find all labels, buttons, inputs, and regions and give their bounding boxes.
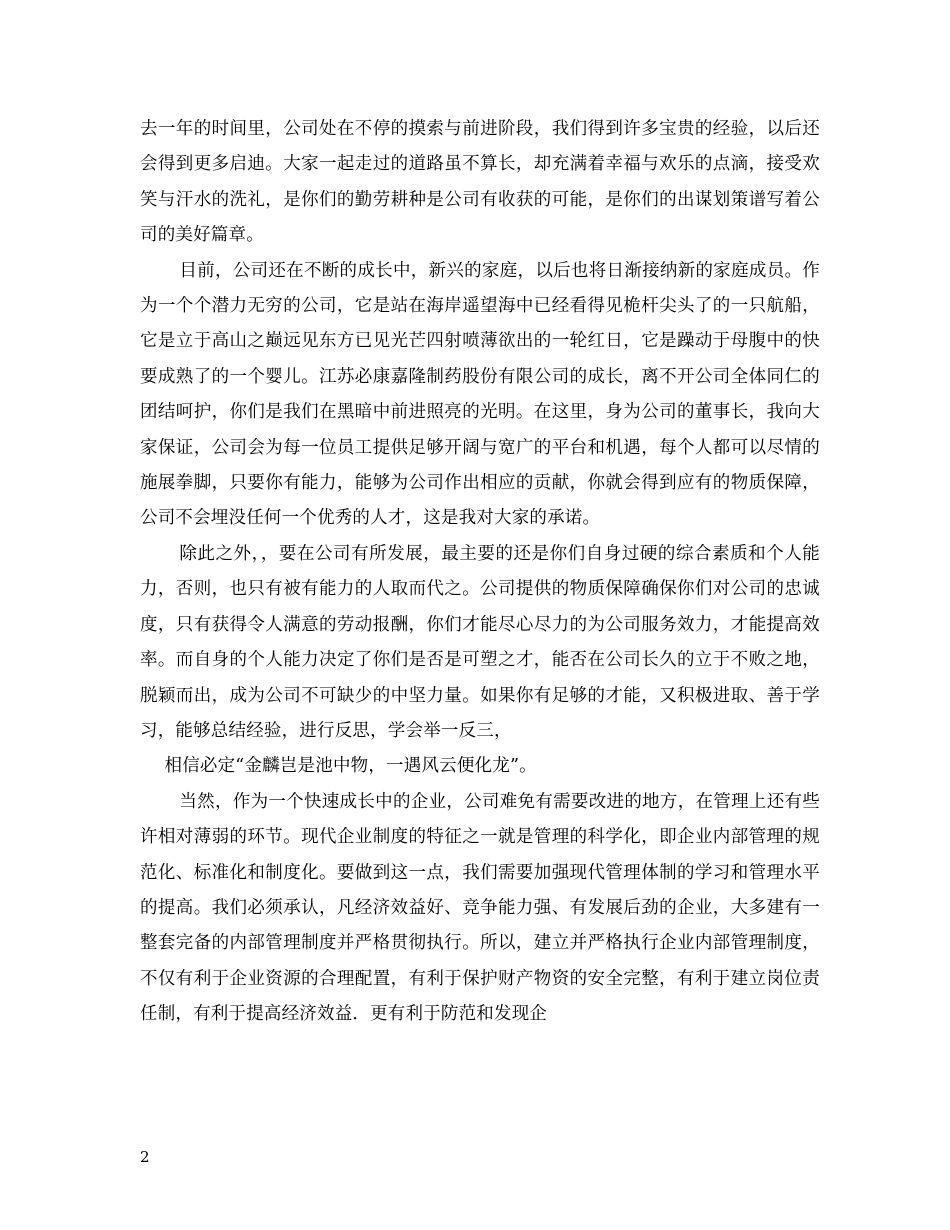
paragraph-1: 去一年的时间里，公司处在不停的摸索与前进阶段，我们得到许多宝贵的经验，以后还会得到更多启迪。大家一起走过的道路虽不算长，却充满着幸福与欢乐的点滴，接受欢笑与汗水的洗礼，是你们的勤劳耕种是公司有收获的可能，是你们的出谋划策谱写着公司的美好篇章。	[140, 119, 820, 246]
paragraph-5: 当然，作为一个快速成长中的企业，公司难免有需要改进的地方，在管理上还有些许相对薄弱的环节。现代企业制度的特征之一就是管理的科学化，即企业内部管理的规范化、标准化和制度化。要做到这一点，我们需要加强现代管理体制的学习和管理水平的提高。我们必须承认，凡经济效益好、竞争能力强、有发展后劲的企业，大多建有一整套完备的内部管理制度并严格贯彻执行。所以，建立并严格执行企业内部管理制度，不仅有利于企业资源的合理配置，有利于保护财产物资的安全完整，有利于建立岗位责任制，有利于提高经济效益．更有利于防范和发现企	[140, 791, 820, 1025]
paragraph-3: 除此之外，，要在公司有所发展，最主要的还是你们自身过硬的综合素质和个人能力，否则，也只有被有能力的人取而代之。公司提供的物质保障确保你们对公司的忠诚度，只有获得令人满意的劳动报酬，你们才能尽心尽力的为公司服务效力，才能提高效率。而自身的个人能力决定了你们是否是可塑之才，能否在公司长久的立于不败之地，脱颖而出，成为公司不可缺少的中坚力量。如果你有足够的才能，又积极进取、善于学习，能够总结经验，进行反思，学会举一反三，	[140, 543, 820, 741]
page-number: 2	[140, 1148, 150, 1166]
document-body	[140, 112, 820, 1033]
paragraph-4: 相信必定“金麟岂是池中物，一遇风云便化龙”。	[164, 756, 537, 777]
paragraph-2: 目前，公司还在不断的成长中，新兴的家庭，以后也将日渐接纳新的家庭成员。作为一个个潜力无穷的公司，它是站在海岸遥望海中已经看得见桅杆尖头了的一只航船，它是立于高山之巅远见东方已见光芒四射喷薄欲出的一轮红日，它是躁动于母腹中的快要成熟了的一个婴儿。江苏必康嘉隆制药股份有限公司的成长，离不开公司全体同仁的团结呵护，你们是我们在黑暗中前进照亮的光明。在这里，身为公司的董事长，我向大家保证，公司会为每一位员工提供足够开阔与宽广的平台和机遇，每个人都可以尽情的施展拳脚，只要你有能力，能够为公司作出相应的贡献，你就会得到应有的物质保障，公司不会埋没任何一个优秀的人才，这是我对大家的承诺。	[140, 260, 820, 529]
